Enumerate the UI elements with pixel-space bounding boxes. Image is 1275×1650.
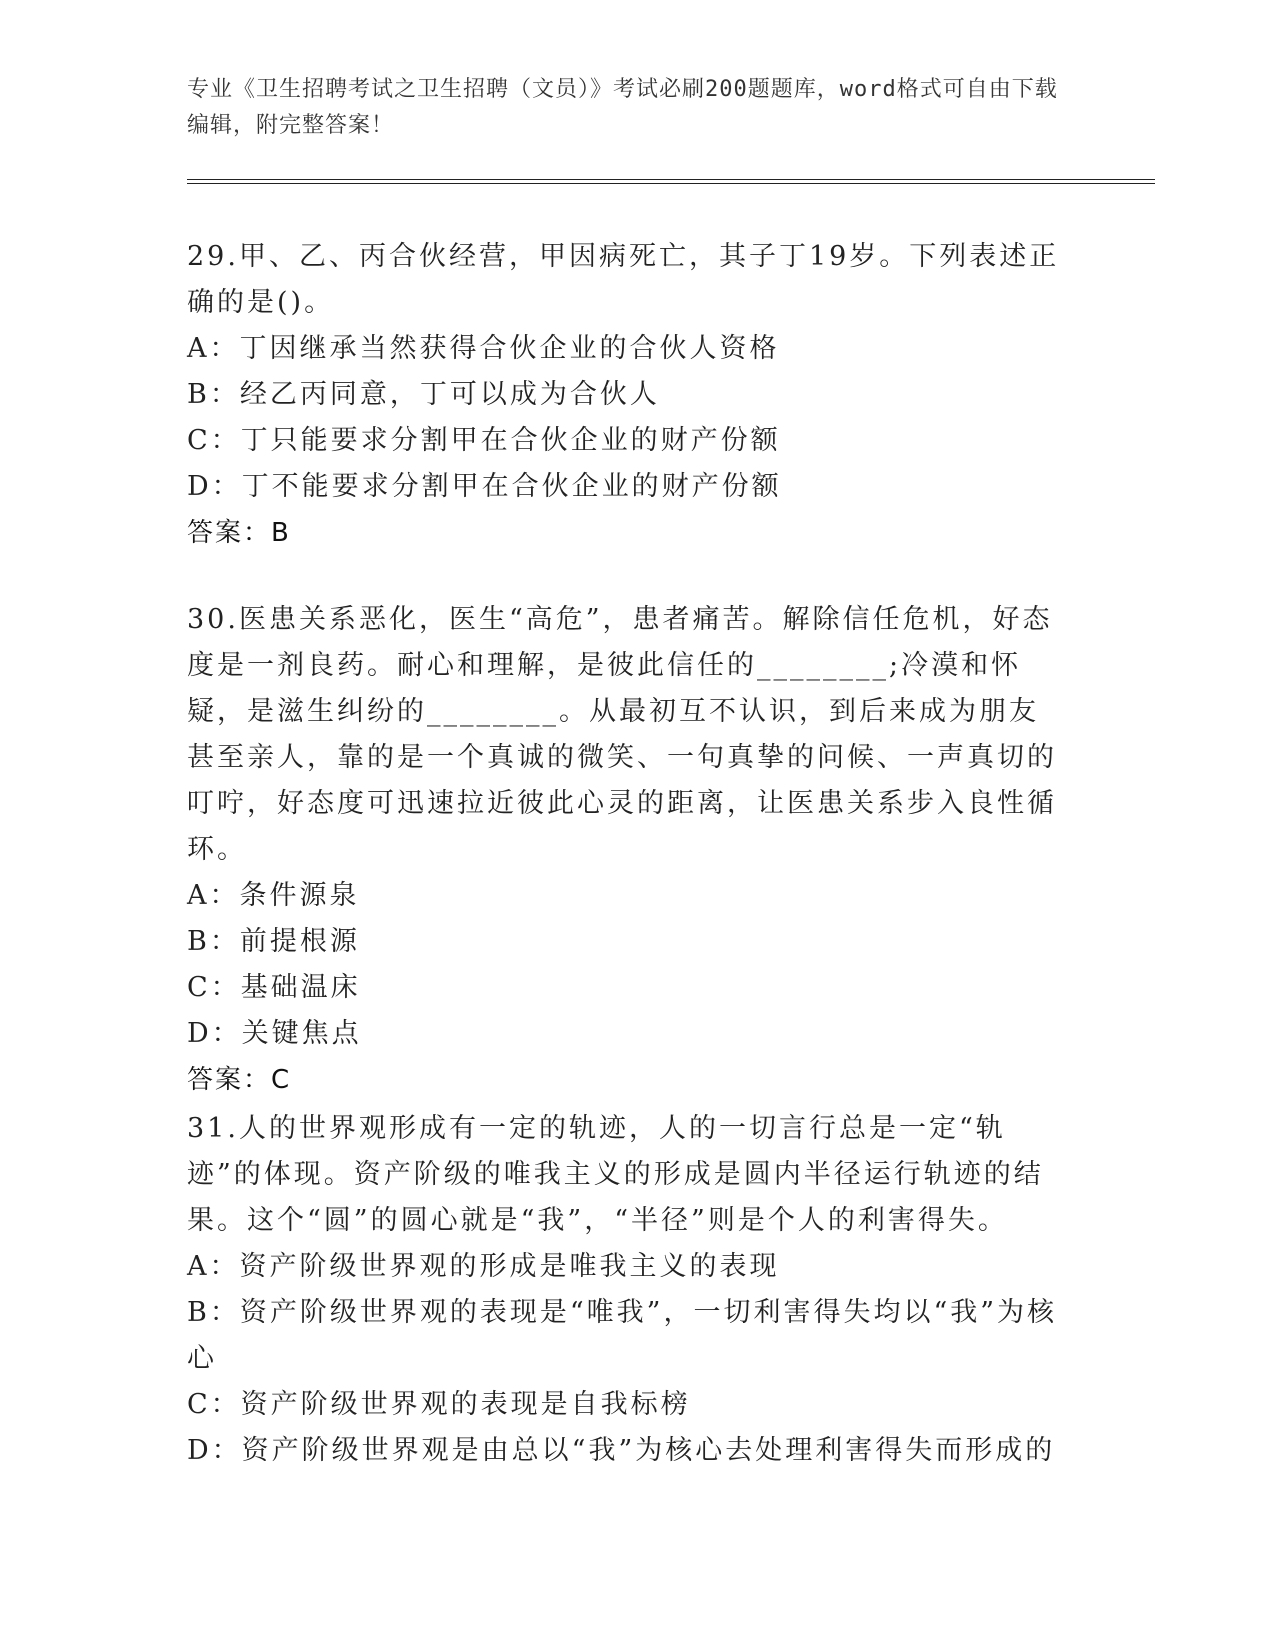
option-c: C：基础温床: [187, 972, 361, 1003]
option-c: C：丁只能要求分割甲在合伙企业的财产份额: [187, 425, 781, 456]
option-a: A：资产阶级世界观的形成是唯我主义的表现: [187, 1251, 780, 1282]
question-30: [187, 597, 1067, 1103]
header-divider: [187, 179, 1155, 180]
option-b: B：前提根源: [187, 926, 360, 957]
option-d: D：丁不能要求分割甲在合伙企业的财产份额: [187, 471, 782, 502]
header-divider-secondary: [187, 183, 1155, 184]
option-d: D：资产阶级世界观是由总以“我”为核心去处理利害得失而形成的: [187, 1435, 1056, 1466]
question-29: [187, 234, 1067, 556]
answer-label: 答案：B: [187, 518, 291, 548]
option-a: A：条件源泉: [187, 880, 360, 911]
question-stem: 30.医患关系恶化，医生“高危”，患者痛苦。解除信任危机，好态度是一剂良药。耐心和理解，是彼此信任的________;冷漠和怀疑，是滋生纠纷的________。从最初互不认识，到后来成为朋友甚至亲人，靠的是一个真诚的微笑、一句真挚的问候、一声真切的叮咛，好态度可迅速拉近彼此心灵的距离，让医患关系步入良性循环。: [187, 604, 1057, 865]
question-31: [187, 1106, 1067, 1474]
option-b: B：资产阶级世界观的表现是“唯我”，一切利害得失均以“我”为核心: [187, 1297, 1058, 1374]
option-b: B：经乙丙同意，丁可以成为合伙人: [187, 379, 660, 410]
page-header: 专业《卫生招聘考试之卫生招聘（文员）》考试必刷200题题库，word格式可自由下载编辑，附完整答案！: [187, 77, 1058, 138]
question-stem: 29.甲、乙、丙合伙经营，甲因病死亡，其子丁19岁。下列表述正确的是()。: [187, 241, 1060, 318]
question-stem: 31.人的世界观形成有一定的轨迹，人的一切言行总是一定“轨迹”的体现。资产阶级的唯我主义的形成是圆内半径运行轨迹的结果。这个“圆”的圆心就是“我”，“半径”则是个人的利害得失。: [187, 1113, 1044, 1236]
option-a: A：丁因继承当然获得合伙企业的合伙人资格: [187, 333, 780, 364]
option-c: C：资产阶级世界观的表现是自我标榜: [187, 1389, 691, 1420]
option-d: D：关键焦点: [187, 1018, 362, 1049]
answer-label: 答案：C: [187, 1065, 292, 1095]
